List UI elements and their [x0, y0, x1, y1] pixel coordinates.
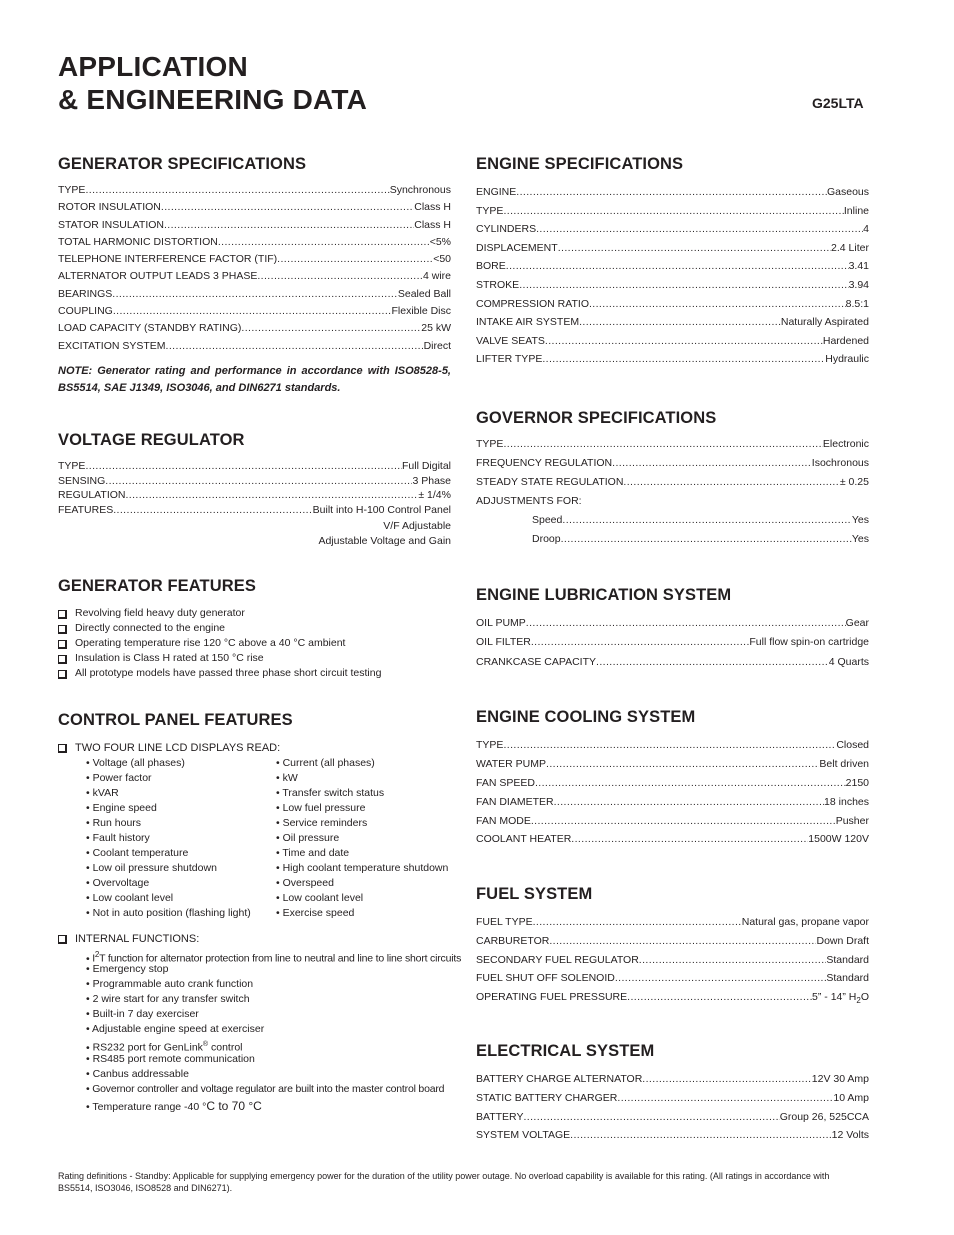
checkbox-icon: [58, 610, 66, 618]
spec-value: 3 Phase: [412, 474, 451, 487]
list-item: • Temperature range -40 °C to 70 °C: [86, 1099, 451, 1114]
spec-value: Built into H-100 Control Panel: [312, 504, 451, 517]
spec-row: [476, 833, 869, 852]
spec-label: DISPLACEMENT: [476, 241, 558, 254]
section-heading: ENGINE COOLING SYSTEM: [476, 708, 696, 726]
spec-value: Hydraulic: [825, 353, 869, 366]
spec-rows: [476, 739, 869, 852]
fuel-system-section: [476, 885, 869, 1010]
spec-row: [476, 617, 869, 636]
engine-specifications-section: [476, 155, 869, 372]
list-item: • Coolant temperature: [86, 846, 276, 861]
list-item: • $I^2T$ function for alternator protection from line to neutral and line to line short circuits: [86, 947, 451, 962]
spec-row: [476, 223, 869, 242]
dot-leader: [639, 954, 827, 966]
dot-leader: [523, 1111, 779, 1123]
spec-label: INTAKE AIR SYSTEM: [476, 316, 580, 329]
standards-note: NOTE: Generator rating and performance in accordance with ISO8528-5, BS5514, SAE J1349, ISO3046, and DIN6271 standards.: [58, 364, 451, 394]
list-item: Directly connected to the engine: [58, 621, 451, 636]
spec-value: Belt driven: [819, 757, 869, 770]
checkbox-icon: [58, 935, 66, 943]
spec-row: [476, 777, 869, 796]
list-item: Revolving field heavy duty generator: [58, 606, 451, 621]
adjustment-rows: [476, 514, 869, 552]
spec-row: [476, 1073, 869, 1092]
page-title: [58, 50, 367, 116]
dot-leader: [526, 617, 846, 629]
section-heading: GENERATOR SPECIFICATIONS: [58, 155, 307, 173]
dot-leader: [579, 316, 781, 328]
dot-leader: [623, 476, 839, 488]
dot-leader: [542, 353, 825, 365]
list-item: • Oil pressure: [276, 831, 448, 846]
fuel-rows-list: [476, 916, 869, 991]
dot-leader: [85, 460, 402, 472]
section-heading: GOVERNOR SPECIFICATIONS: [476, 409, 717, 427]
spec-value: 12 Volts: [831, 1129, 869, 1142]
dot-leader: [85, 184, 389, 196]
spec-row: [58, 270, 451, 287]
spec-label: OIL FILTER: [476, 636, 531, 649]
spec-value: Standard: [826, 972, 869, 985]
spec-label: FAN DIAMETER: [476, 795, 554, 808]
spec-row: [476, 457, 869, 476]
spec-value: 3.94: [848, 278, 869, 291]
spec-row: [476, 796, 869, 815]
spec-row: [58, 236, 451, 253]
spec-label: TYPE: [58, 184, 86, 196]
list-item: Insulation is Class H rated at 150 °C rise: [58, 651, 451, 666]
spec-row: [58, 288, 451, 305]
generator-features-section: [58, 577, 451, 681]
dot-leader: [558, 242, 831, 254]
spec-label: TYPE: [476, 739, 504, 751]
spec-label: CRANKCASE CAPACITY: [476, 655, 596, 668]
spec-label: TYPE: [476, 438, 504, 450]
spec-row: [476, 954, 869, 973]
dot-leader: [554, 796, 824, 808]
dot-leader: [257, 270, 423, 282]
spec-rows: [476, 617, 869, 675]
spec-label: FAN MODE: [476, 814, 531, 827]
list-item: • Service reminders: [276, 816, 448, 831]
spec-row: [476, 739, 869, 758]
spec-label: STEADY STATE REGULATION: [476, 476, 624, 488]
spec-value: Isochronous: [811, 457, 869, 469]
spec-label: FEATURES: [58, 504, 114, 517]
spec-label: REGULATION: [58, 489, 126, 502]
spec-label: SECONDARY FUEL REGULATOR: [476, 953, 639, 966]
list-item: • Low fuel pressure: [276, 801, 448, 816]
spec-value: Gaseous: [826, 186, 869, 198]
section-heading: FUEL SYSTEM: [476, 885, 593, 903]
display-readings: [58, 756, 451, 921]
spec-row: [476, 205, 869, 224]
title-line-2: & ENGINEERING DATA: [58, 84, 368, 115]
list-item: • Low oil pressure shutdown: [86, 861, 276, 876]
dot-leader: [571, 833, 808, 845]
spec-row: [58, 219, 451, 236]
list-item: • Emergency stop: [86, 962, 451, 977]
dot-leader: [561, 533, 852, 545]
spec-label: STROKE: [476, 278, 520, 291]
dot-leader: [506, 260, 849, 272]
spec-value: 1500W 120V: [808, 833, 869, 846]
spec-value: Class H: [414, 201, 451, 214]
section-heading: ENGINE LUBRICATION SYSTEM: [476, 586, 732, 604]
spec-row: [476, 335, 869, 354]
dot-leader: [516, 186, 827, 198]
dot-leader: [105, 475, 412, 487]
section-heading: CONTROL PANEL FEATURES: [58, 711, 293, 729]
list-item: • Current (all phases): [276, 756, 448, 771]
dot-leader: [545, 335, 823, 347]
spec-value: 8.5:1: [845, 297, 869, 310]
dot-leader: [549, 935, 816, 947]
dot-leader: [503, 205, 843, 217]
spec-row: [58, 322, 451, 339]
spec-value: <50: [433, 253, 451, 266]
checkbox-icon: [58, 744, 66, 752]
spec-label: FAN SPEED: [476, 776, 535, 789]
spec-value: Flexible Disc: [391, 305, 451, 318]
spec-value: Pusher: [835, 814, 869, 827]
spec-row: [476, 316, 869, 335]
spec-row: [476, 476, 869, 495]
spec-row: [58, 460, 451, 475]
voltage-regulator-section: [58, 431, 451, 549]
feature-list: [58, 606, 451, 681]
spec-row: [476, 815, 869, 834]
spec-row: [58, 305, 451, 322]
spec-label: TOTAL HARMONIC DISTORTION: [58, 235, 218, 248]
title-line-1: APPLICATION: [58, 51, 248, 82]
spec-label: SENSING: [58, 474, 106, 487]
dot-leader: [519, 279, 848, 291]
dot-leader: [166, 340, 424, 352]
dot-leader: [570, 1129, 831, 1141]
spec-value: Yes: [851, 533, 869, 545]
list-item: • Programmable auto crank function: [86, 977, 451, 992]
list-item: • Transfer switch status: [276, 786, 448, 801]
spec-row: [58, 253, 451, 270]
spec-row: [532, 514, 869, 533]
dot-leader: [503, 739, 836, 751]
spec-row: [58, 475, 451, 490]
internal-functions-list: [58, 947, 462, 1114]
spec-label: STATIC BATTERY CHARGER: [476, 1091, 618, 1104]
electrical-system-section: [476, 1042, 869, 1148]
spec-value: 10 Amp: [833, 1091, 869, 1104]
spec-label: OIL PUMP: [476, 617, 526, 629]
dot-leader: [615, 972, 827, 984]
spec-row: [476, 636, 869, 655]
spec-value: Electronic: [822, 438, 869, 450]
spec-value: 2150: [845, 776, 869, 789]
governor-specifications-section: [476, 409, 869, 552]
spec-row: [476, 438, 869, 457]
spec-label: Speed: [532, 514, 563, 526]
dot-leader: [612, 457, 812, 469]
list-item: • High coolant temperature shutdown: [276, 861, 448, 876]
spec-value: <5%: [429, 235, 451, 248]
list-item: • Overvoltage: [86, 876, 276, 891]
spec-value: 2.4 Liter: [831, 241, 869, 254]
spec-label: FUEL TYPE: [476, 916, 533, 928]
spec-label: COUPLING: [58, 305, 113, 318]
dot-leader: [164, 219, 414, 231]
spec-value: 25 kW: [421, 322, 451, 335]
list-item: • Overspeed: [276, 876, 448, 891]
spec-rows: [58, 460, 451, 519]
list-item: • RS485 port remote communication: [86, 1052, 451, 1067]
spec-value: Gear: [845, 617, 869, 629]
spec-value: 4 Quarts: [828, 655, 869, 668]
spec-value: Yes: [851, 514, 869, 526]
dot-leader: [503, 438, 822, 450]
spec-value: 4 wire: [422, 270, 451, 283]
list-item: • Not in auto position (flashing light): [86, 906, 276, 921]
dot-leader: [218, 236, 430, 248]
spec-value: Closed: [836, 739, 869, 751]
spec-rows: [476, 186, 869, 372]
spec-row: [476, 298, 869, 317]
spec-label: WATER PUMP: [476, 757, 546, 770]
spec-row: [58, 184, 451, 201]
spec-value: Direct: [423, 339, 451, 352]
spec-row: [476, 656, 869, 675]
spec-label: STATOR INSULATION: [58, 218, 164, 231]
spec-row: [476, 1111, 869, 1130]
dot-leader: [161, 201, 414, 213]
list-item: • kVAR: [86, 786, 276, 801]
spec-row: OPERATING FUEL PRESSURE ..... 5” - 14” $H_2O$: [476, 991, 869, 1010]
list-item: Operating temperature rise 120 °C above a 40 °C ambient: [58, 636, 451, 651]
list-item: • Time and date: [276, 846, 448, 861]
spec-value: Full Digital: [401, 460, 451, 472]
section-heading: GENERATOR FEATURES: [58, 577, 256, 595]
spec-label: ALTERNATOR OUTPUT LEADS 3 PHASE: [58, 270, 258, 283]
spec-rows: [58, 184, 451, 357]
spec-label: COOLANT HEATER: [476, 833, 572, 846]
spec-label: LIFTER TYPE: [476, 353, 543, 366]
spec-row: [476, 758, 869, 777]
spec-label: BATTERY: [476, 1110, 524, 1123]
dot-leader: [277, 253, 433, 265]
dot-leader: [562, 514, 851, 526]
dot-leader: [531, 636, 750, 648]
spec-label: SYSTEM VOLTAGE: [476, 1129, 571, 1142]
spec-label: BEARINGS: [58, 287, 113, 300]
spec-value: 4: [863, 223, 869, 236]
checkbox-icon: [58, 655, 66, 663]
list-item: • Low coolant level: [86, 891, 276, 906]
list-item: • Governor controller and voltage regulator are built into the master control board: [86, 1082, 451, 1097]
list-item: • Exercise speed: [276, 906, 448, 921]
spec-value: Full flow spin-on cartridge: [749, 636, 869, 649]
list-item: • Low coolant level: [276, 891, 448, 906]
spec-rows: [476, 1073, 869, 1148]
spec-label: TYPE: [476, 204, 504, 217]
dot-leader: [125, 489, 418, 501]
spec-row: [476, 935, 869, 954]
spec-label: BORE: [476, 260, 506, 273]
spec-row: [476, 260, 869, 279]
spec-value: Naturally Aspirated: [780, 316, 869, 329]
spec-value: Sealed Ball: [397, 287, 451, 300]
spec-label: Droop: [532, 533, 561, 545]
display-list-right: [276, 756, 448, 921]
dot-leader: [642, 1073, 811, 1085]
spec-row: [58, 489, 451, 504]
spec-row: [476, 279, 869, 298]
dot-leader: [535, 777, 846, 789]
spec-label: TYPE: [58, 460, 86, 472]
list-item: • Engine speed: [86, 801, 276, 816]
spec-value: Synchronous: [389, 184, 451, 196]
spec-row: [58, 504, 451, 519]
functions-heading: INTERNAL FUNCTIONS:: [58, 931, 451, 947]
spec-label: CYLINDERS: [476, 223, 537, 236]
display-list-left: [58, 756, 276, 921]
engine-cooling-section: [476, 708, 869, 852]
spec-rows: [476, 438, 869, 495]
spec-value: 3.41: [848, 260, 869, 273]
spec-value: Inline: [843, 204, 869, 217]
spec-row: [58, 340, 451, 357]
spec-label: ENGINE: [476, 186, 517, 198]
spec-value: Class H: [414, 218, 451, 231]
spec-value: Hardened: [822, 334, 869, 347]
spec-row: [476, 1129, 869, 1148]
dot-leader: [617, 1092, 833, 1104]
list-item: • 2 wire start for any transfer switch: [86, 992, 451, 1007]
list-item: • Adjustable engine speed at exerciser: [86, 1022, 451, 1037]
spec-row: [532, 533, 869, 552]
spec-label: BATTERY CHARGE ALTERNATOR: [476, 1073, 643, 1085]
dot-leader: [531, 815, 836, 827]
spec-label: FREQUENCY REGULATION: [476, 457, 613, 469]
spec-value: 18 inches: [824, 795, 869, 808]
spec-label: FUEL SHUT OFF SOLENOID: [476, 972, 615, 985]
dot-leader: [589, 298, 846, 310]
spec-row: [476, 242, 869, 261]
displays-heading: TWO FOUR LINE LCD DISPLAYS READ:: [58, 740, 451, 756]
list-item: • Canbus addressable: [86, 1067, 451, 1082]
spec-value: ± 0.25: [839, 476, 869, 488]
list-item: • Power factor: [86, 771, 276, 786]
dot-leader: [241, 322, 421, 334]
dot-leader: [113, 504, 312, 516]
list-item: • Voltage (all phases): [86, 756, 276, 771]
list-item: All prototype models have passed three phase short circuit testing: [58, 666, 451, 681]
model-number: G25LTA: [812, 95, 864, 111]
generator-specifications-section: [58, 155, 451, 397]
list-item: • Fault history: [86, 831, 276, 846]
list-item: • Built-in 7 day exerciser: [86, 1007, 451, 1022]
vr-feature-line-1: V/F Adjustable: [383, 519, 451, 532]
section-heading: VOLTAGE REGULATOR: [58, 431, 245, 449]
spec-value: Group 26, 525CCA: [779, 1110, 869, 1123]
checkbox-icon: [58, 640, 66, 648]
dot-leader: [533, 916, 742, 928]
dot-leader: [596, 656, 829, 668]
section-heading: ELECTRICAL SYSTEM: [476, 1042, 655, 1060]
spec-row: [476, 972, 869, 991]
vr-feature-line-2: Adjustable Voltage and Gain: [318, 534, 451, 547]
spec-row: [476, 353, 869, 372]
checkbox-icon: [58, 670, 66, 678]
spec-label: EXCITATION SYSTEM: [58, 339, 166, 352]
spec-value: Down Draft: [816, 934, 869, 947]
spec-row: [476, 1092, 869, 1111]
engine-lubrication-section: [476, 586, 869, 675]
list-item: • RS232 port for GenLink® control: [86, 1037, 451, 1052]
dot-leader: [546, 758, 819, 770]
dot-leader: [113, 305, 392, 317]
dot-leader: [112, 288, 398, 300]
spec-row: [476, 186, 869, 205]
checkbox-icon: [58, 625, 66, 633]
spec-value: 12V 30 Amp: [811, 1073, 869, 1085]
dot-leader: [536, 223, 863, 235]
spec-value: Standard: [826, 953, 869, 966]
spec-row: [58, 201, 451, 218]
control-panel-features-section: [58, 711, 462, 1114]
list-item: • kW: [276, 771, 448, 786]
adjustments-label: ADJUSTMENTS FOR:: [476, 495, 582, 507]
spec-label: TELEPHONE INTERFERENCE FACTOR (TIF): [58, 253, 278, 266]
spec-rows: [476, 916, 869, 1010]
spec-label: ROTOR INSULATION: [58, 201, 161, 214]
spec-row: [476, 916, 869, 935]
spec-label: LOAD CAPACITY (STANDBY RATING): [58, 322, 242, 335]
spec-value: ± 1/4%: [418, 489, 451, 502]
spec-label: VALVE SEATS: [476, 334, 545, 347]
spec-value: Natural gas, propane vapor: [741, 916, 869, 928]
spec-label: CARBURETOR: [476, 934, 550, 947]
rating-definitions-footnote: Rating definitions - Standby: Applicable for supplying emergency power for the duration of the utility power outage. No overload capability is available for this rating. (All ratings in accordance with BS5514, ISO3046, ISO8528 and DIN6271).: [58, 1171, 830, 1193]
section-heading: ENGINE SPECIFICATIONS: [476, 155, 684, 173]
spec-label: COMPRESSION RATIO: [476, 297, 589, 310]
list-item: • Run hours: [86, 816, 276, 831]
